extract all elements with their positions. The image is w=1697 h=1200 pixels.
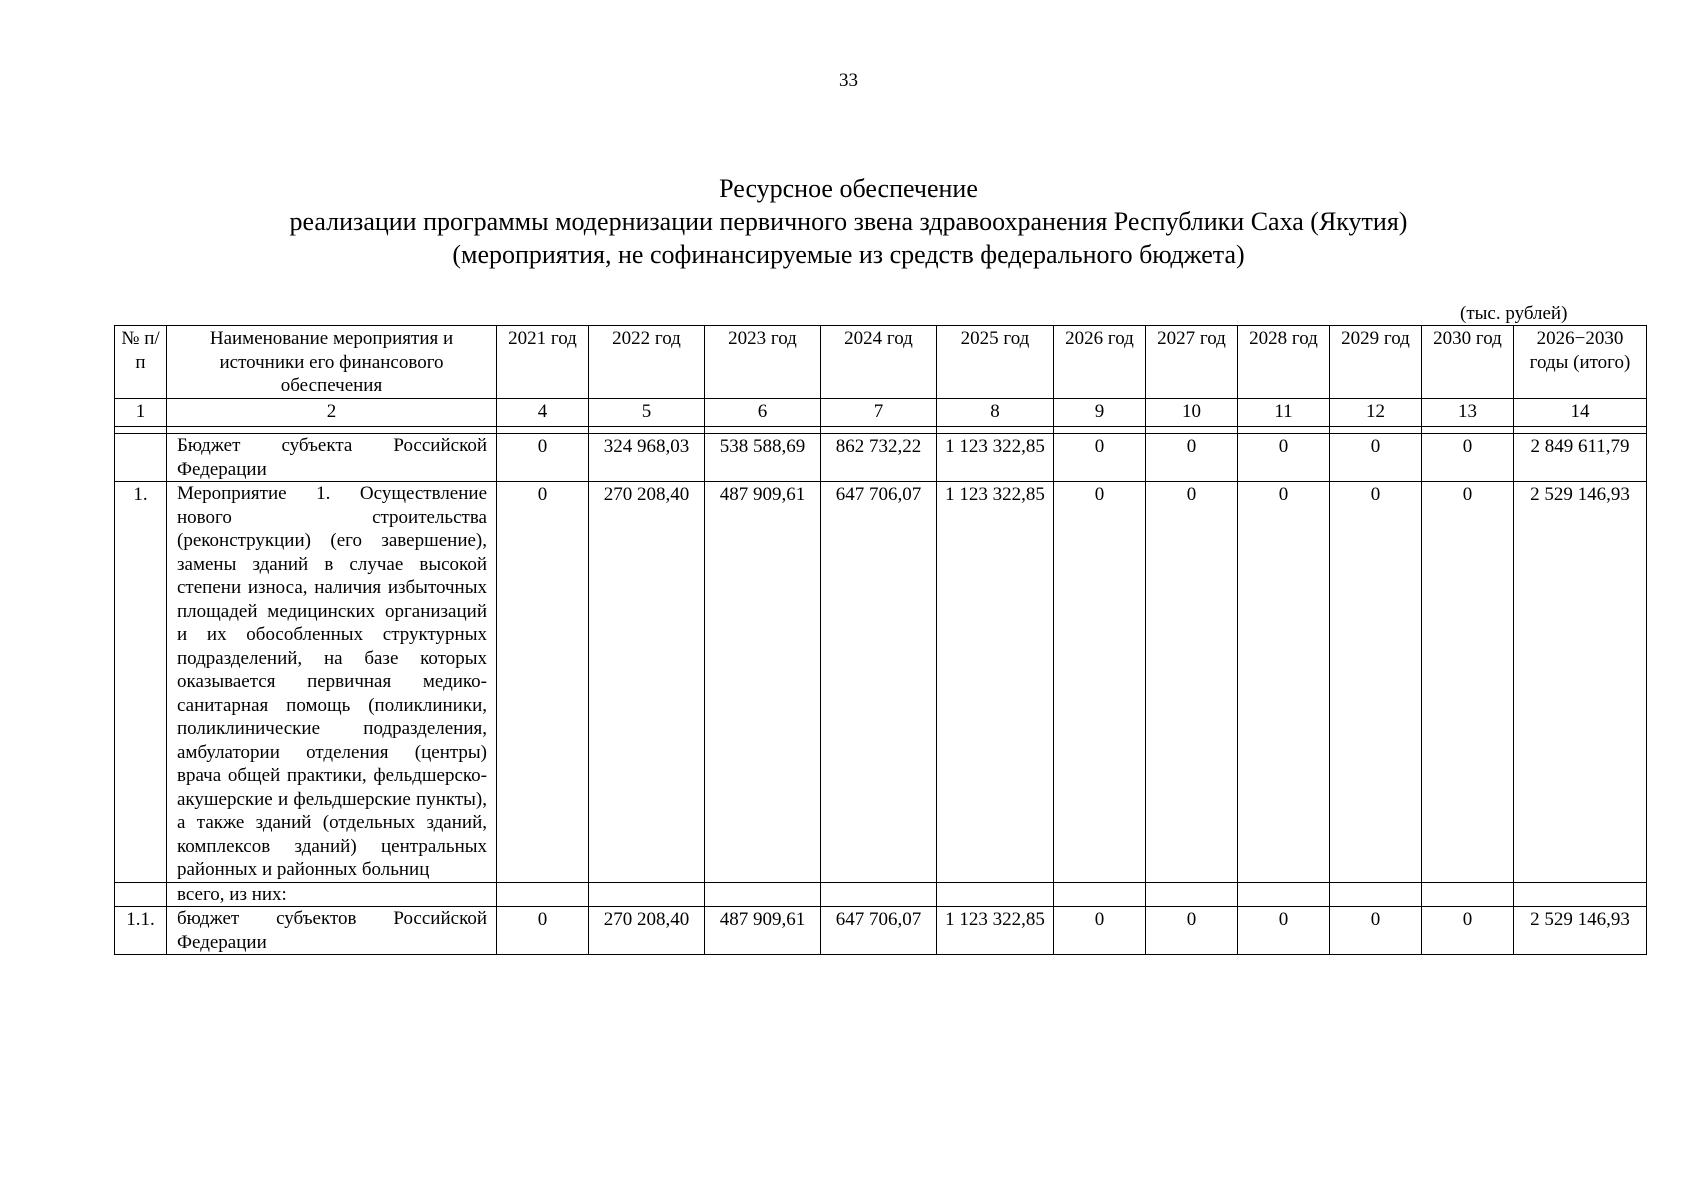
header-cell: 2029 год [1330, 326, 1422, 399]
value-cell: 270 208,40 [589, 907, 705, 955]
value-cell: 270 208,40 [589, 482, 705, 883]
value-cell: 487 909,61 [705, 907, 821, 955]
column-number-row [115, 398, 1647, 427]
column-number: 12 [1330, 398, 1422, 427]
value-cell: 0 [497, 434, 589, 482]
column-number: 4 [497, 398, 589, 427]
row-number [115, 434, 167, 482]
column-number: 10 [1146, 398, 1238, 427]
value-cell [589, 882, 705, 907]
row-number [115, 882, 167, 907]
header-cell: 2026−2030 годы (итого) [1514, 326, 1647, 399]
header-cell: Наименование мероприятия и источники его финансового обеспечения [167, 326, 497, 399]
value-cell: 0 [1054, 434, 1146, 482]
row-name: Бюджет субъекта Российской Федерации [167, 434, 497, 482]
value-cell: 487 909,61 [705, 482, 821, 883]
header-cell: 2025 год [937, 326, 1054, 399]
row-name: Мероприятие 1. Осуществление нового строительства (реконструкции) (его завершение), замены зданий в случае высокой степени износа, наличия избыточных площадей медицинских организаций и их обособленных структурных подразделений, на базе которых оказывается первичная медико-санитарная помощь (поликлиники, поликлинические подразделения, амбулатории отделения (центры) врача общей практики, фельдшерско-акушерские и фельдшерские пункты), а также зданий (отдельных зданий, комплексов зданий) центральных районных и районных больниц [167, 482, 497, 883]
row-number: 1.1. [115, 907, 167, 955]
column-number: 8 [937, 398, 1054, 427]
title-line-1: Ресурсное обеспечение [719, 174, 978, 203]
column-number: 2 [167, 398, 497, 427]
header-cell: 2021 год [497, 326, 589, 399]
column-number: 9 [1054, 398, 1146, 427]
header-row [115, 326, 1647, 399]
value-cell: 647 706,07 [821, 907, 937, 955]
header-cell: 2023 год [705, 326, 821, 399]
resource-table [114, 325, 1647, 955]
value-cell [705, 882, 821, 907]
value-cell [1422, 882, 1514, 907]
value-cell [1330, 882, 1422, 907]
column-number: 14 [1514, 398, 1647, 427]
value-cell: 2 529 146,93 [1514, 907, 1647, 955]
value-cell [1238, 882, 1330, 907]
value-cell [937, 882, 1054, 907]
value-cell: 0 [1422, 482, 1514, 883]
value-cell: 0 [1054, 482, 1146, 883]
value-cell [497, 882, 589, 907]
row-number: 1. [115, 482, 167, 883]
table-row [115, 882, 1647, 907]
row-name: бюджет субъектов Российской Федерации [167, 907, 497, 955]
value-cell: 1 123 322,85 [937, 907, 1054, 955]
value-cell: 1 123 322,85 [937, 482, 1054, 883]
column-number: 6 [705, 398, 821, 427]
table-row [115, 907, 1647, 955]
value-cell: 0 [1054, 907, 1146, 955]
header-cell: 2027 год [1146, 326, 1238, 399]
value-cell [1146, 882, 1238, 907]
value-cell: 647 706,07 [821, 482, 937, 883]
title-line-2: реализации программы модернизации первичного звена здравоохранения Республики Саха (Якутия) [289, 207, 1408, 236]
value-cell: 0 [1238, 907, 1330, 955]
value-cell: 0 [1146, 907, 1238, 955]
value-cell [821, 882, 937, 907]
column-number: 13 [1422, 398, 1514, 427]
header-cell: № п/п [115, 326, 167, 399]
value-cell: 0 [1238, 434, 1330, 482]
header-cell: 2026 год [1054, 326, 1146, 399]
value-cell: 0 [497, 907, 589, 955]
header-cell: 2024 год [821, 326, 937, 399]
header-cell: 2030 год [1422, 326, 1514, 399]
value-cell: 1 123 322,85 [937, 434, 1054, 482]
spacer-row [115, 427, 1647, 434]
title-line-3: (мероприятия, не софинансируемые из средств федерального бюджета) [452, 240, 1245, 269]
table-row [115, 434, 1647, 482]
value-cell: 0 [497, 482, 589, 883]
value-cell: 862 732,22 [821, 434, 937, 482]
value-cell: 0 [1146, 482, 1238, 883]
units-label: (тыс. рублей) [1460, 303, 1568, 324]
header-cell: 2028 год [1238, 326, 1330, 399]
document-title [0, 172, 1697, 271]
value-cell [1054, 882, 1146, 907]
value-cell: 324 968,03 [589, 434, 705, 482]
value-cell: 0 [1422, 907, 1514, 955]
value-cell: 0 [1422, 434, 1514, 482]
table-row [115, 482, 1647, 883]
page-number: 33 [839, 70, 858, 91]
header-cell: 2022 год [589, 326, 705, 399]
column-number: 11 [1238, 398, 1330, 427]
column-number: 1 [115, 398, 167, 427]
row-name: всего, из них: [167, 882, 497, 907]
column-number: 5 [589, 398, 705, 427]
value-cell: 0 [1146, 434, 1238, 482]
value-cell: 0 [1330, 482, 1422, 883]
value-cell: 0 [1330, 434, 1422, 482]
value-cell [1514, 882, 1647, 907]
value-cell: 2 849 611,79 [1514, 434, 1647, 482]
value-cell: 0 [1330, 907, 1422, 955]
value-cell: 2 529 146,93 [1514, 482, 1647, 883]
column-number: 7 [821, 398, 937, 427]
value-cell: 0 [1238, 482, 1330, 883]
value-cell: 538 588,69 [705, 434, 821, 482]
